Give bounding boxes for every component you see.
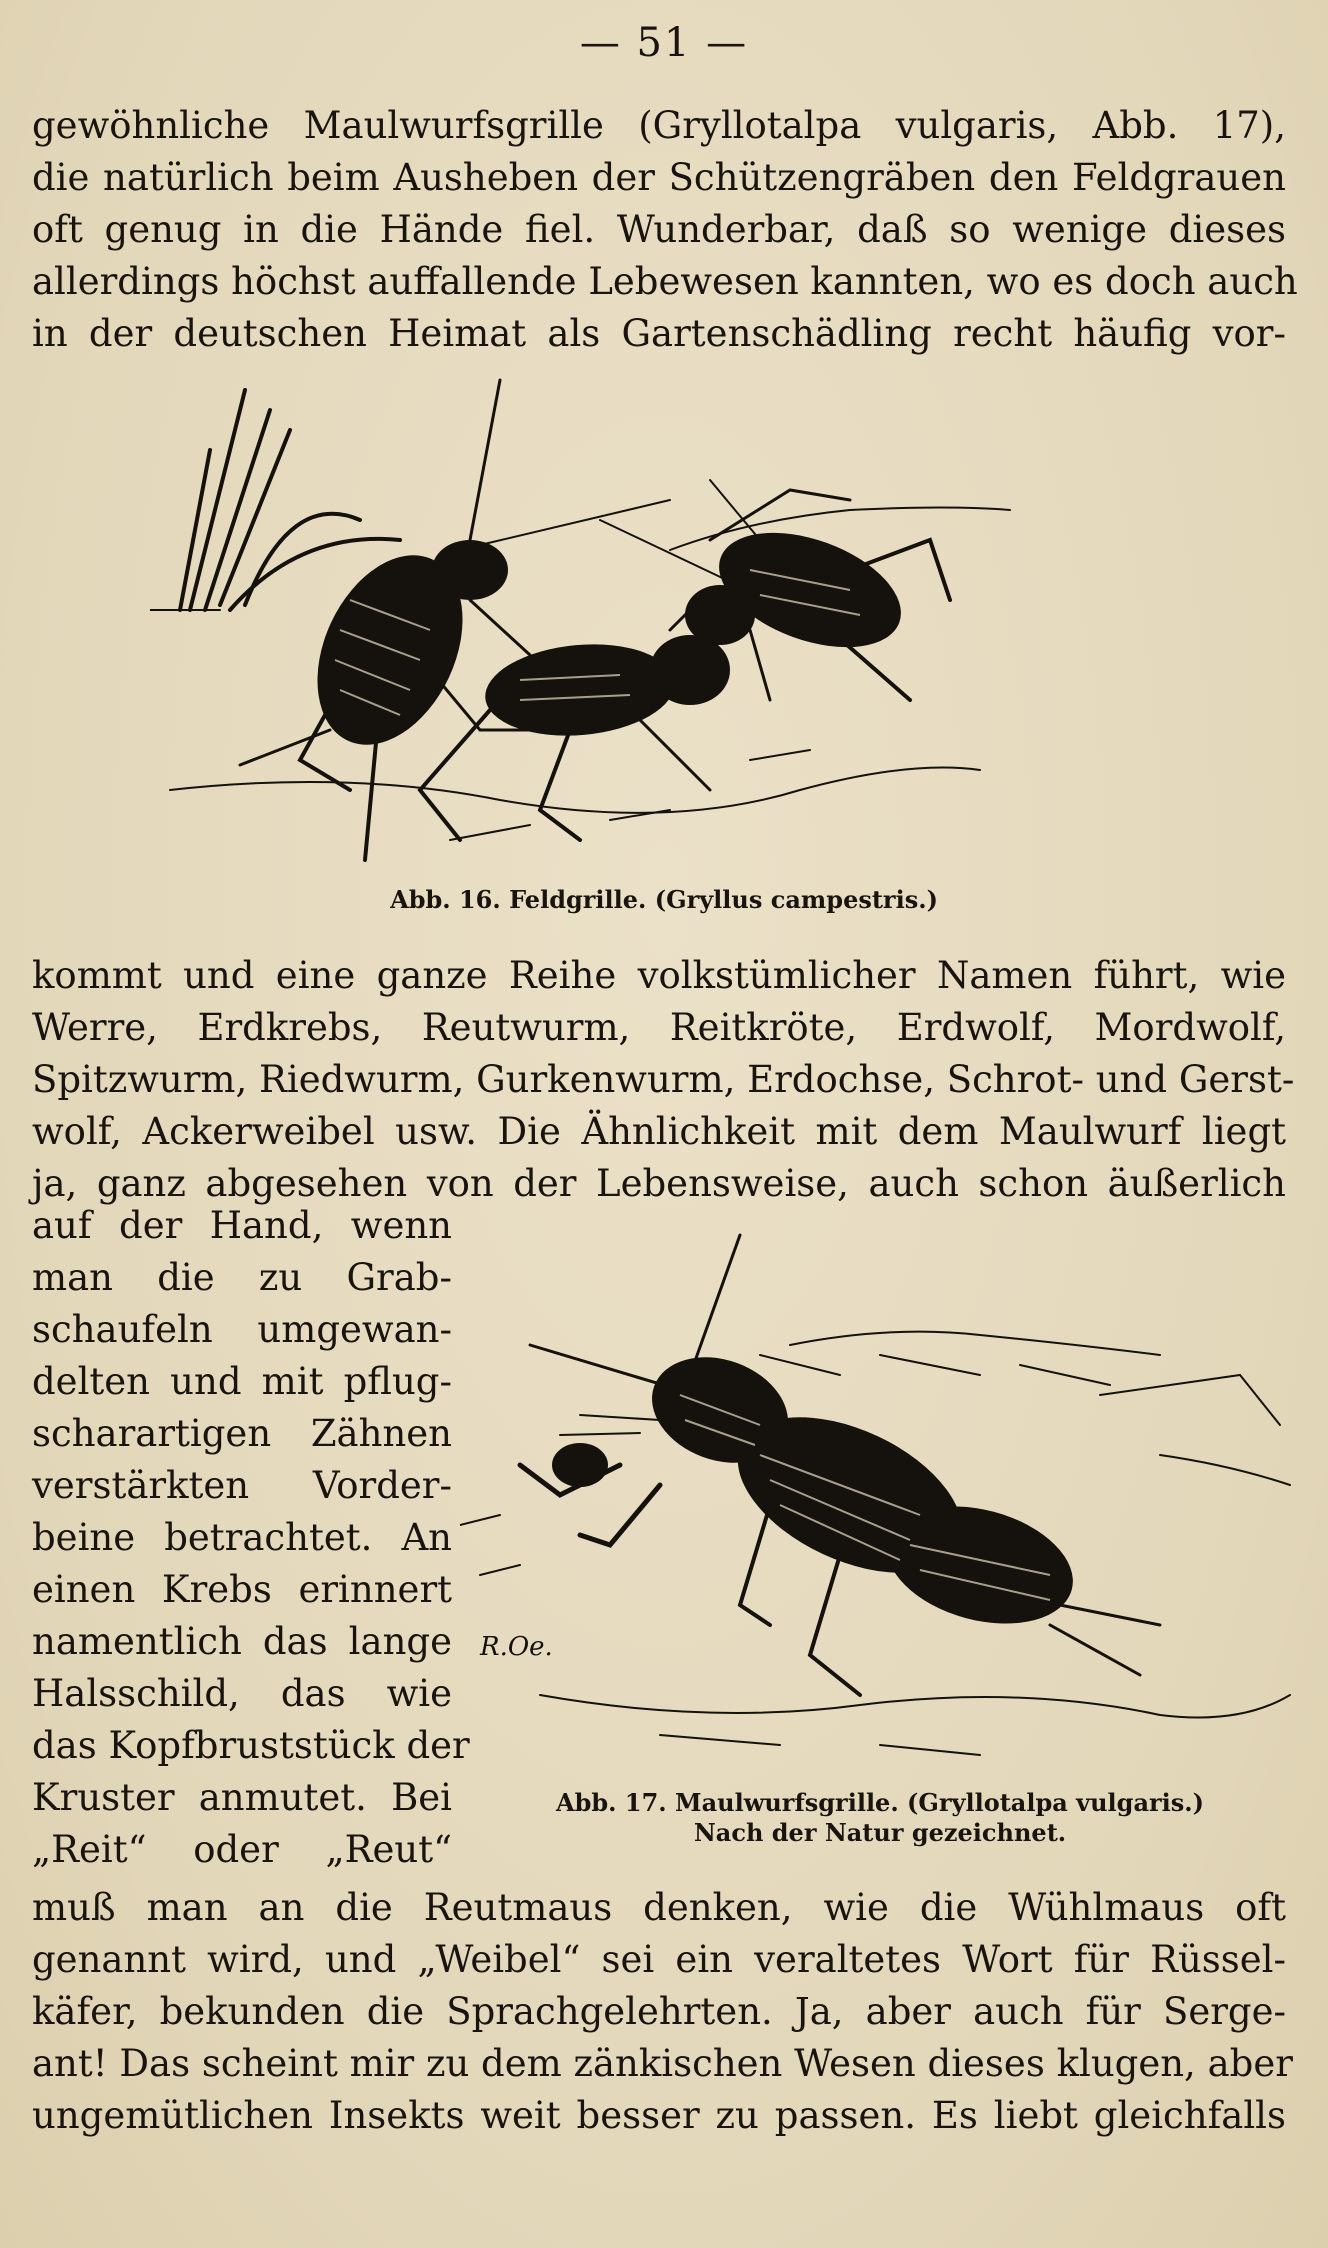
text-line: ungemütlichen Insekts weit besser zu passen. Es liebt gleichfalls: [32, 2094, 1286, 2137]
text-line: schaufeln umgewan-: [32, 1308, 452, 1351]
field-crickets-illustration: [150, 370, 1140, 880]
text-line: man die zu Grab-: [32, 1256, 452, 1299]
text-line: oft genug in die Hände fiel. Wunderbar, daß so wenige dieses: [32, 208, 1286, 251]
text-line: verstärkten Vorder-: [32, 1464, 452, 1507]
text-line: wolf, Ackerweibel usw. Die Ähnlichkeit mit dem Maulwurf liegt: [32, 1110, 1286, 1153]
paragraph-1: [32, 100, 1298, 360]
text-line: einen Krebs erinnert: [32, 1568, 452, 1611]
figure-field-crickets: [150, 370, 1140, 880]
figure-17-caption: [480, 1788, 1280, 1848]
text-line: kommt und eine ganze Reihe volkstümlicher Namen führt, wie: [32, 954, 1286, 997]
text-line: scharartigen Zähnen: [32, 1412, 452, 1455]
text-line: genannt wird, und „Weibel“ sei ein veraltetes Wort für Rüssel-: [32, 1938, 1286, 1981]
text-line: Halsschild, das wie: [32, 1672, 452, 1715]
paragraph-2: [32, 950, 1295, 1210]
text-line: Kruster anmutet. Bei: [32, 1776, 452, 1819]
figure-mole-cricket: [460, 1225, 1300, 1780]
paragraph-4: [32, 1882, 1293, 2142]
illustrator-signature: R.Oe.: [480, 1632, 553, 1662]
mole-cricket-illustration: [460, 1225, 1300, 1780]
text-line: auf der Hand, wenn: [32, 1204, 452, 1247]
text-line: Werre, Erdkrebs, Reutwurm, Reitkröte, Erdwolf, Mordwolf,: [32, 1006, 1286, 1049]
text-line: ja, ganz abgesehen von der Lebensweise, auch schon äußerlich: [32, 1162, 1286, 1205]
text-line: ant! Das scheint mir zu dem zänkischen Wesen dieses klugen, aber: [32, 2042, 1293, 2085]
text-line: namentlich das lange: [32, 1620, 452, 1663]
text-line: käfer, bekunden die Sprachgelehrten. Ja, aber auch für Serge-: [32, 1990, 1286, 2033]
text-line: delten und mit pflug-: [32, 1360, 452, 1403]
paragraph-3-column: [32, 1200, 470, 1876]
text-line: die natürlich beim Ausheben der Schützengräben den Feldgrauen: [32, 156, 1286, 199]
text-line: beine betrachtet. An: [32, 1516, 452, 1559]
text-line: in der deutschen Heimat als Gartenschädling recht häufig vor-: [32, 312, 1286, 355]
figure-17-caption-line-1: Abb. 17. Maulwurfsgrille. (Gryllotalpa vulgaris.): [556, 1788, 1204, 1817]
text-line: muß man an die Reutmaus denken, wie die Wühlmaus oft: [32, 1886, 1286, 1929]
figure-16-caption: Abb. 16. Feldgrille. (Gryllus campestris.): [390, 885, 938, 914]
text-line: allerdings höchst auffallende Lebewesen kannten, wo es doch auch: [32, 260, 1298, 303]
text-line: das Kopfbruststück der: [32, 1724, 470, 1767]
text-line: gewöhnliche Maulwurfsgrille (Gryllotalpa vulgaris, Abb. 17),: [32, 104, 1286, 147]
page-number: — 51 —: [579, 20, 749, 66]
text-line: „Reit“ oder „Reut“: [32, 1828, 452, 1871]
figure-17-caption-line-2: Nach der Natur gezeichnet.: [693, 1818, 1067, 1847]
text-line: Spitzwurm, Riedwurm, Gurkenwurm, Erdochse, Schrot- und Gerst-: [32, 1058, 1295, 1101]
